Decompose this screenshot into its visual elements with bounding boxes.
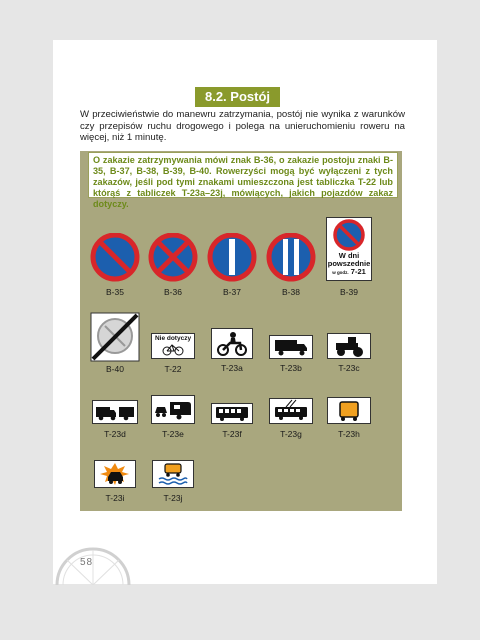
sign-label: T-23f (222, 429, 242, 439)
t23c-plate (327, 333, 371, 359)
b39-hours: 7-21 (350, 267, 366, 276)
t23b-plate (269, 335, 313, 359)
t23d-plate (92, 400, 138, 424)
no-parking-sign-icon (87, 233, 143, 283)
page-number: 58 (80, 557, 94, 568)
t23h-plate (327, 397, 371, 424)
t22-plate (151, 333, 195, 359)
sign-b36 (145, 233, 201, 297)
b39-small: w godz. (332, 270, 349, 275)
sign-label: B-36 (164, 287, 182, 297)
sign-label: B-39 (340, 287, 358, 297)
motorcycle-icon (212, 329, 252, 358)
bus-icon (212, 404, 252, 423)
sign-label: T-22 (164, 364, 182, 374)
b39-line2: powszednie (327, 259, 371, 268)
notice-box: O zakazie zatrzymywania mówi znak B-36, o zakazie postoju znaki B-35, B-37, B-38, B-39, B-40. Rowerzyści mogą być wyłączeni z tych zakazów, jeśli pod tymi znakami umieszczona jest tabliczka T-22 lub którąś z tabliczek T-23a–23j, mówiących, jakich pojazdów zakaz dotyczy. (88, 152, 398, 198)
bicycle-icon (152, 342, 194, 356)
sign-label: B-38 (282, 287, 300, 297)
sign-label: T-23h (338, 429, 360, 439)
end-of-zone-sign-icon (87, 312, 143, 362)
sign-label: T-23g (280, 429, 302, 439)
section-heading: 8.2. Postój (195, 87, 280, 107)
hazardous-cargo-icon (328, 398, 370, 423)
no-parking-odd-days-sign-icon (204, 233, 260, 283)
t23i-plate (94, 460, 136, 488)
sign-label: T-23c (338, 363, 360, 373)
truck-icon (270, 336, 312, 358)
sign-label: T-23a (221, 363, 243, 373)
sign-label: T-23j (163, 493, 183, 503)
sign-label: B-40 (106, 364, 124, 374)
sign-label: B-37 (223, 287, 241, 297)
t23g-plate (269, 398, 313, 424)
no-parking-sign-icon (327, 218, 371, 252)
b39-line1: W dni (338, 251, 360, 260)
sign-label: T-23b (280, 363, 302, 373)
t23j-plate (152, 460, 194, 488)
sign-b35 (87, 233, 143, 297)
no-stopping-sign-icon (145, 233, 201, 283)
tractor-icon (328, 334, 370, 358)
zone-sign-plate (326, 217, 372, 281)
sign-b40 (87, 312, 143, 374)
t23a-plate (211, 328, 253, 359)
sign-b37 (204, 233, 260, 297)
t22-text: Nie dotyczy (154, 335, 192, 342)
sign-label: T-23e (162, 429, 184, 439)
car-caravan-icon (152, 396, 194, 423)
trolleybus-icon (270, 399, 312, 423)
sign-label: T-23i (105, 493, 125, 503)
intro-paragraph: W przeciwieństwie do manewru zatrzymania, postój nie wynika z warunków czy przepisów ruchu drogowego i polega na unieruchomieniu roweru na więcej, niż 1 minutę. (80, 109, 405, 143)
sign-b38 (263, 233, 319, 297)
sign-label: B-35 (106, 287, 124, 297)
t23e-plate (151, 395, 195, 424)
sign-label: T-23d (104, 429, 126, 439)
no-parking-even-days-sign-icon (263, 233, 319, 283)
explosive-cargo-icon (95, 461, 135, 487)
water-polluting-cargo-icon (153, 461, 193, 487)
t23f-plate (211, 403, 253, 424)
truck-trailer-icon (93, 401, 137, 423)
